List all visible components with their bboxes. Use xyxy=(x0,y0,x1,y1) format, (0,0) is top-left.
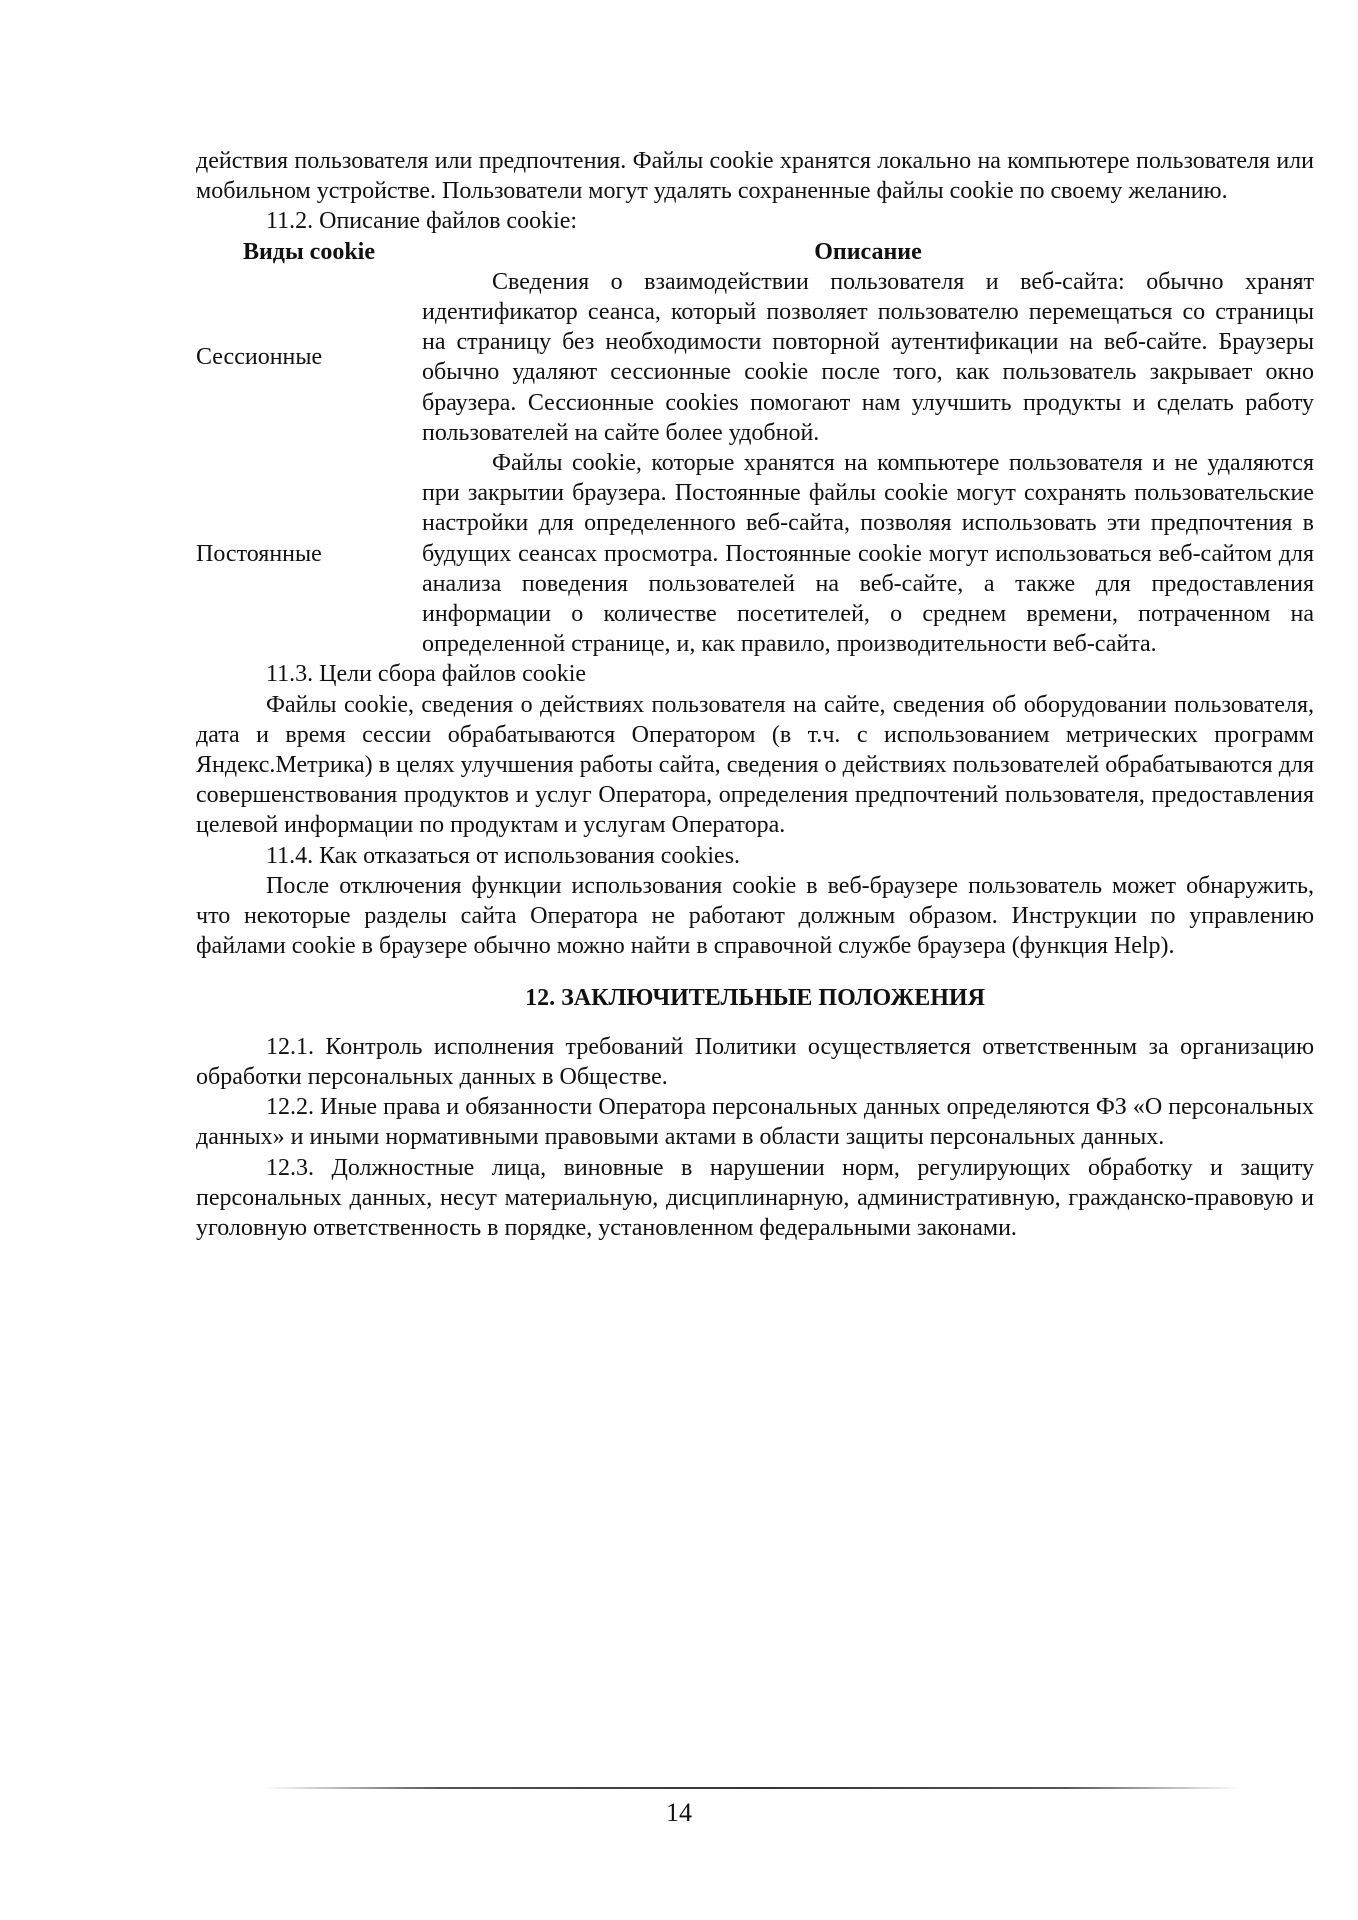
column-header-description: Описание xyxy=(814,238,922,265)
cookie-desc-persistent-cell xyxy=(422,448,1314,659)
section-12-1-text: 12.1. Контроль исполнения требований Политики осуществляется ответственным за организацию обработки персональных данных в Обществе. xyxy=(196,1033,1314,1090)
section-11-2-title: 11.2. Описание файлов cookie: xyxy=(266,208,578,235)
cookie-desc-session: Сведения о взаимодействии пользователя и веб-сайта: обычно хранят идентификатор сеанса, который позволяет пользователю перемещаться со страницы на страницу без необходимости повторной аутентификации на веб-сайте. Браузеры обычно удаляют сессионные cookie после того, как пользователь закрывает окно браузера. Сессионные cookies помогают нам улучшить продукты и сделать работу пользователей на сайте более удобной. xyxy=(422,268,1314,446)
cookie-kind-session: Сессионные xyxy=(196,344,323,371)
section-11-3-title: 11.3. Цели сбора файлов cookie xyxy=(266,661,587,688)
section-11-4-title: 11.4. Как отказаться от использования cookies. xyxy=(266,842,741,869)
section-11-4-text: После отключения функции использования cookie в веб-браузере пользователь может обнаружить, что некоторые разделы сайта Оператора не работают должным образом. Инструкции по управлению файлами cookie в браузере обычно можно найти в справочной службе браузера (функция Help). xyxy=(196,872,1314,960)
table-header-row xyxy=(196,237,1314,267)
intro-continuation-paragraph: действия пользователя или предпочтения. Файлы cookie хранятся локально на компьютере пользователя или мобильном устройстве. Пользователи могут удалять сохраненные файлы cookie по своему желанию. xyxy=(196,148,1314,205)
cookie-kind-persistent: Постоянные xyxy=(196,540,322,567)
table-row-persistent xyxy=(196,448,1314,659)
page-number: 14 xyxy=(666,1798,692,1827)
cookie-desc-session-cell xyxy=(422,267,1314,448)
section-11-3-text: Файлы cookie, сведения о действиях пользователя на сайте, сведения об оборудовании пользователя, дата и время сессии обрабатываются Оператором (в т.ч. с использованием метрических программ Яндекс.Метрика) в целях улучшения работы сайта, сведения о действиях пользователей обрабатываются для совершенствования продуктов и услуг Оператора, определения предпочтений пользователя, предоставления целевой информации по продуктам и услугам Оператора. xyxy=(196,691,1314,839)
section-12-heading: 12. ЗАКЛЮЧИТЕЛЬНЫЕ ПОЛОЖЕНИЯ xyxy=(525,985,985,1012)
section-12-3-text: 12.3. Должностные лица, виновные в нарушении норм, регулирующих обработку и защиту персональных данных, несут материальную, дисциплинарную, административную, гражданско-правовую и уголовную ответственность в порядке, установленном федеральными законами. xyxy=(196,1154,1314,1241)
cookie-types-table xyxy=(196,237,1314,660)
table-row-session xyxy=(196,267,1314,448)
column-header-cookie-kind: Виды cookie xyxy=(242,238,376,265)
section-12-2-text: 12.2. Иные права и обязанности Оператора персональных данных определяются ФЗ «О персональных данных» и иными нормативными правовыми актами в области защиты персональных данных. xyxy=(196,1094,1314,1151)
cookie-desc-persistent: Файлы cookie, которые хранятся на компьютере пользователя и не удаляются при закрытии браузера. Постоянные файлы cookie могут сохранять пользовательские настройки для определенного веб-сайта, позволяя использовать эти предпочтения в будущих сеансах просмотра. Постоянные cookie могут использоваться веб-сайтом для анализа поведения пользователей на веб-сайте, а также для предоставления информации о количестве посетителей, о среднем времени, потраченном на определенной странице, и, как правило, производительности веб-сайта. xyxy=(422,450,1314,658)
page-content xyxy=(196,146,1314,1243)
footer-divider xyxy=(265,1787,1240,1789)
